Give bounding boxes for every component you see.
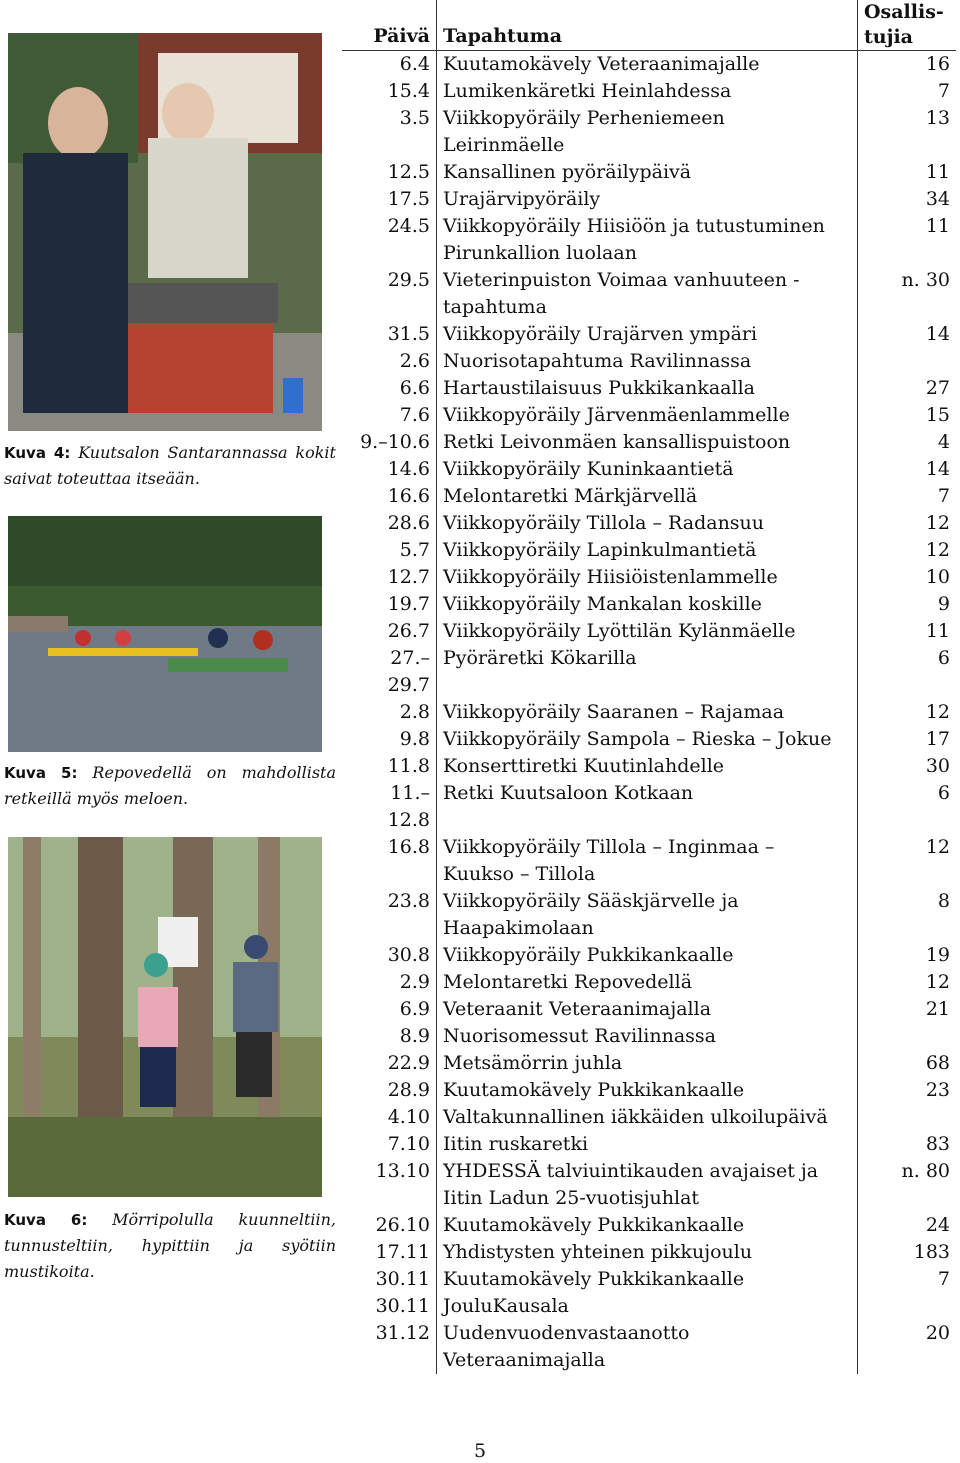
photo-canoeing	[8, 516, 322, 752]
table-row	[342, 1131, 956, 1158]
cell-day: 31.12	[375, 1322, 430, 1344]
cell-day: 4.10	[387, 1106, 430, 1128]
page-number: 5	[473, 1440, 487, 1462]
cell-event: Retki Kuutsaloon Kotkaan	[437, 780, 858, 834]
table-row	[342, 591, 956, 618]
cell-day: 2.6	[399, 350, 430, 372]
table-row	[342, 213, 956, 267]
cell-day: 11.–12.8	[387, 782, 430, 831]
cell-participants: 12	[858, 834, 957, 888]
cell-day: 24.5	[387, 215, 430, 237]
cell-participants	[858, 348, 957, 375]
cell-event: Pyöräretki Kökarilla	[437, 645, 858, 699]
table-row	[342, 51, 956, 79]
cell-event: Nuorisotapahtuma Ravilinnassa	[437, 348, 858, 375]
table-row	[342, 456, 956, 483]
cell-participants: 21	[858, 996, 957, 1023]
table-row	[342, 1050, 956, 1077]
caption-label: Kuva 6:	[4, 1211, 88, 1229]
cell-day: 17.11	[375, 1241, 430, 1263]
cell-participants: 7	[858, 78, 957, 105]
cell-day: 12.7	[387, 566, 430, 588]
cell-event: Valtakunnallinen iäkkäiden ulkoilupäivä	[437, 1104, 858, 1131]
cell-participants: 11	[858, 159, 957, 186]
cell-participants: 30	[858, 753, 957, 780]
cell-event: Viikkopyöräily Järvenmäenlammelle	[437, 402, 858, 429]
cell-event: Yhdistysten yhteinen pikkujoulu	[437, 1239, 858, 1266]
table-row	[342, 780, 956, 834]
cell-day: 27.–29.7	[387, 647, 430, 696]
cell-day: 30.11	[375, 1268, 430, 1290]
table-row	[342, 1104, 956, 1131]
cell-event: Viikkopyöräily Hiisiöön ja tutustuminen Pirunkallion luolaan	[437, 213, 858, 267]
photo-forest-children	[8, 837, 322, 1197]
cell-participants	[858, 1104, 957, 1131]
cell-day: 7.6	[399, 404, 430, 426]
cell-day: 16.6	[387, 485, 430, 507]
cell-event: Viikkopyöräily Pukkikankaalle	[437, 942, 858, 969]
table-row	[342, 1023, 956, 1050]
cell-event: Metsämörrin juhla	[437, 1050, 858, 1077]
cell-day: 30.11	[375, 1295, 430, 1317]
cell-participants: 6	[858, 780, 957, 834]
table-row	[342, 186, 956, 213]
cell-event: Hartaustilaisuus Pukkikankaalla	[437, 375, 858, 402]
table-row	[342, 942, 956, 969]
cell-participants	[858, 1023, 957, 1050]
cell-participants: 34	[858, 186, 957, 213]
cell-participants: 9	[858, 591, 957, 618]
header-participants	[858, 0, 957, 51]
cell-event: Viikkopyöräily Hiisiöistenlammelle	[437, 564, 858, 591]
cell-participants	[858, 1293, 957, 1320]
cell-participants: 14	[858, 321, 957, 348]
cell-event: Lumikenkäretki Heinlahdessa	[437, 78, 858, 105]
table-row	[342, 1293, 956, 1320]
caption-text: Mörripolulla kuunneltiin, tunnusteltiin, hypittiin ja syötiin mustikoita.	[4, 1210, 336, 1281]
cell-participants: 12	[858, 699, 957, 726]
cell-event: Kuutamokävely Veteraanimajalle	[437, 51, 858, 79]
cell-participants: 83	[858, 1131, 957, 1158]
photo-forest-children-image	[8, 837, 322, 1197]
cell-day: 23.8	[387, 890, 430, 912]
cell-event: Viikkopyöräily Kuninkaantietä	[437, 456, 858, 483]
caption-photo-4	[4, 440, 336, 492]
table-row	[342, 105, 956, 159]
cell-day: 8.9	[399, 1025, 430, 1047]
cell-event: Viikkopyöräily Mankalan koskille	[437, 591, 858, 618]
table-row	[342, 753, 956, 780]
table-row	[342, 726, 956, 753]
cell-event: Veteraanit Veteraanimajalla	[437, 996, 858, 1023]
table-row	[342, 888, 956, 942]
cell-participants: 20	[858, 1320, 957, 1374]
cell-day: 28.6	[387, 512, 430, 534]
cell-participants: 12	[858, 510, 957, 537]
table-row	[342, 510, 956, 537]
photo-outdoor-cooking-image	[8, 33, 322, 431]
cell-day: 26.10	[375, 1214, 430, 1236]
cell-participants: 183	[858, 1239, 957, 1266]
header-participants-line2: tujia	[864, 26, 913, 48]
cell-participants: 7	[858, 483, 957, 510]
caption-label: Kuva 5:	[4, 764, 78, 782]
cell-day: 14.6	[387, 458, 430, 480]
cell-event: Viikkopyöräily Tillola – Inginmaa – Kuukso – Tillola	[437, 834, 858, 888]
cell-participants: 23	[858, 1077, 957, 1104]
cell-event: Uudenvuodenvastaanotto Veteraanimajalla	[437, 1320, 858, 1374]
cell-event: Viikkopyöräily Sampola – Rieska – Jokue	[437, 726, 858, 753]
table-row	[342, 402, 956, 429]
table-row	[342, 564, 956, 591]
cell-day: 2.8	[399, 701, 430, 723]
table-row	[342, 834, 956, 888]
cell-participants: 17	[858, 726, 957, 753]
cell-event: Vieterinpuiston Voimaa vanhuuteen -tapahtuma	[437, 267, 858, 321]
table-row	[342, 1212, 956, 1239]
cell-participants: 14	[858, 456, 957, 483]
table-row	[342, 1239, 956, 1266]
cell-participants: 8	[858, 888, 957, 942]
table-row	[342, 699, 956, 726]
cell-day: 12.5	[387, 161, 430, 183]
cell-event: Kuutamokävely Pukkikankaalle	[437, 1077, 858, 1104]
caption-photo-5	[4, 760, 336, 812]
table-row	[342, 537, 956, 564]
cell-day: 30.8	[387, 944, 430, 966]
cell-event: Retki Leivonmäen kansallispuistoon	[437, 429, 858, 456]
cell-event: Viikkopyöräily Sääskjärvelle ja Haapakimolaan	[437, 888, 858, 942]
table-row	[342, 645, 956, 699]
cell-event: Kuutamokävely Pukkikankaalle	[437, 1266, 858, 1293]
cell-event: Viikkopyöräily Saaranen – Rajamaa	[437, 699, 858, 726]
cell-day: 9.8	[399, 728, 430, 750]
cell-participants: 4	[858, 429, 957, 456]
cell-day: 31.5	[387, 323, 430, 345]
cell-event: Konserttiretki Kuutinlahdelle	[437, 753, 858, 780]
cell-event: Melontaretki Märkjärvellä	[437, 483, 858, 510]
cell-participants: 27	[858, 375, 957, 402]
caption-label: Kuva 4:	[4, 444, 71, 462]
cell-event: Viikkopyöräily Perheniemeen Leirinmäelle	[437, 105, 858, 159]
table-row	[342, 375, 956, 402]
table-row	[342, 1320, 956, 1374]
cell-day: 16.8	[387, 836, 430, 858]
table-row	[342, 969, 956, 996]
cell-day: 26.7	[387, 620, 430, 642]
table-row	[342, 1077, 956, 1104]
cell-day: 5.7	[399, 539, 430, 561]
cell-event: JouluKausala	[437, 1293, 858, 1320]
cell-event: Kuutamokävely Pukkikankaalle	[437, 1212, 858, 1239]
cell-event: Nuorisomessut Ravilinnassa	[437, 1023, 858, 1050]
cell-event: Urajärvipyöräily	[437, 186, 858, 213]
cell-participants: 68	[858, 1050, 957, 1077]
cell-participants: 24	[858, 1212, 957, 1239]
cell-day: 6.4	[399, 53, 430, 75]
cell-participants: 6	[858, 645, 957, 699]
table-row	[342, 429, 956, 456]
table-row	[342, 78, 956, 105]
cell-participants: 16	[858, 51, 957, 79]
table-row	[342, 996, 956, 1023]
header-participants-line1: Osallis-	[864, 1, 944, 23]
cell-event: YHDESSÄ talviuintikauden avajaiset ja Iitin Ladun 25-vuotisjuhlat	[437, 1158, 858, 1212]
caption-photo-6	[4, 1207, 336, 1285]
cell-day: 13.10	[375, 1160, 430, 1182]
caption-text: Kuutsalon Santarannassa kokit saivat toteuttaa itseään.	[4, 443, 336, 488]
photo-outdoor-cooking	[8, 33, 322, 431]
table-row	[342, 321, 956, 348]
cell-day: 7.10	[387, 1133, 430, 1155]
cell-event: Viikkopyöräily Urajärven ympäri	[437, 321, 858, 348]
cell-day: 22.9	[387, 1052, 430, 1074]
table-row	[342, 348, 956, 375]
table-row	[342, 159, 956, 186]
cell-event: Melontaretki Repovedellä	[437, 969, 858, 996]
cell-participants: 7	[858, 1266, 957, 1293]
cell-day: 19.7	[387, 593, 430, 615]
cell-participants: 11	[858, 618, 957, 645]
cell-participants: 11	[858, 213, 957, 267]
cell-participants: 19	[858, 942, 957, 969]
table-row	[342, 1266, 956, 1293]
header-event: Tapahtuma	[437, 0, 858, 51]
cell-event: Viikkopyöräily Lapinkulmantietä	[437, 537, 858, 564]
cell-event: Viikkopyöräily Lyöttilän Kylänmäelle	[437, 618, 858, 645]
cell-participants: 12	[858, 969, 957, 996]
cell-participants: 13	[858, 105, 957, 159]
cell-day: 29.5	[387, 269, 430, 291]
cell-day: 3.5	[399, 107, 430, 129]
table-row	[342, 483, 956, 510]
events-table	[342, 0, 956, 1374]
table-row	[342, 267, 956, 321]
cell-day: 17.5	[387, 188, 430, 210]
cell-event: Iitin ruskaretki	[437, 1131, 858, 1158]
cell-participants: n. 80	[858, 1158, 957, 1212]
cell-day: 6.6	[399, 377, 430, 399]
photo-canoeing-image	[8, 516, 322, 752]
cell-event: Viikkopyöräily Tillola – Radansuu	[437, 510, 858, 537]
cell-day: 2.9	[399, 971, 430, 993]
table-row	[342, 1158, 956, 1212]
cell-day: 6.9	[399, 998, 430, 1020]
events-table-body	[342, 51, 956, 1375]
cell-participants: 10	[858, 564, 957, 591]
table-header-row	[342, 0, 956, 51]
cell-participants: n. 30	[858, 267, 957, 321]
table-row	[342, 618, 956, 645]
cell-day: 9.–10.6	[360, 431, 430, 453]
cell-participants: 12	[858, 537, 957, 564]
cell-event: Kansallinen pyöräilypäivä	[437, 159, 858, 186]
cell-participants: 15	[858, 402, 957, 429]
cell-day: 11.8	[387, 755, 430, 777]
header-day: Päivä	[342, 0, 437, 51]
cell-day: 28.9	[387, 1079, 430, 1101]
caption-text: Repovedellä on mahdollista retkeillä myös meloen.	[4, 763, 336, 808]
cell-day: 15.4	[387, 80, 430, 102]
